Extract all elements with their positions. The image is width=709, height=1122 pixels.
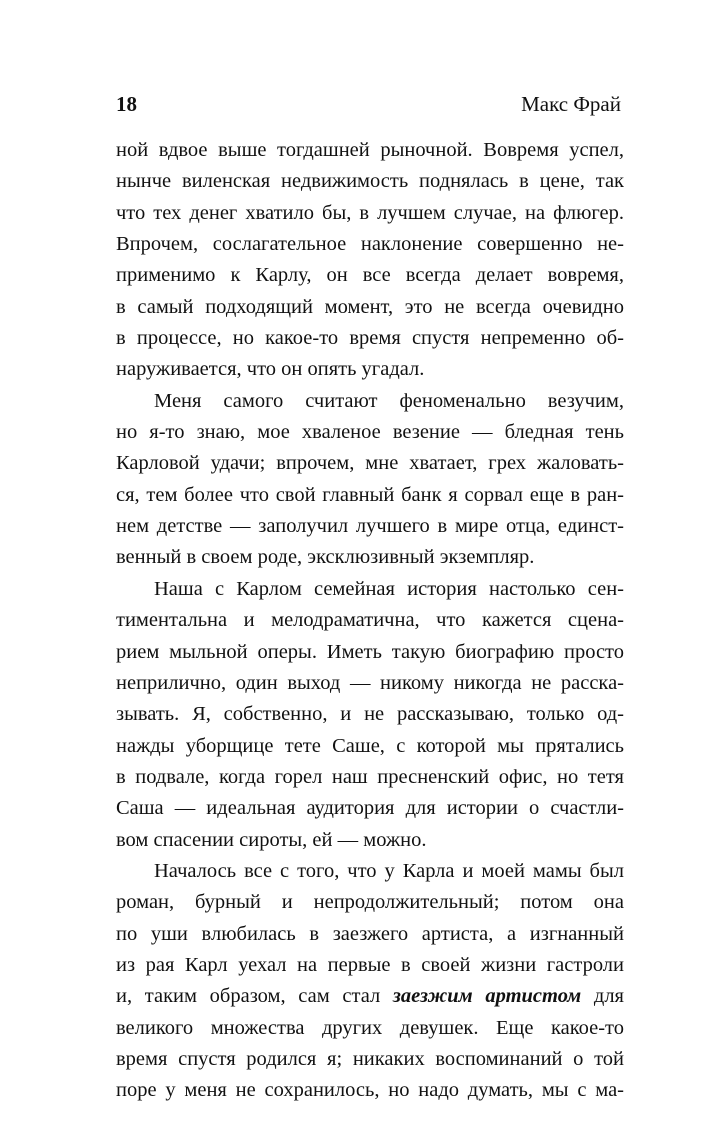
- text-line: Началось все с того, что у Карла и моей мамы был: [154, 859, 624, 882]
- text-line: нынче виленская недвижимость поднялась в цене, так: [116, 170, 624, 193]
- text-line: поре у меня не сохранилось, но надо думать, мы с ма-: [116, 1079, 624, 1102]
- text-line: что тех денег хватило бы, в лучшем случае, на флюгер.: [116, 201, 624, 224]
- text-line: применимо к Карлу, он все всегда делает вовремя,: [116, 264, 624, 287]
- text-line: тиментальна и мелодраматична, что кажется сцена-: [116, 609, 624, 632]
- paragraph: [116, 856, 624, 1107]
- text-line: наруживается, что он опять угадал.: [116, 358, 425, 381]
- text-line: время спустя родился я; никаких воспоминаний о той: [116, 1047, 624, 1070]
- text-line: ной вдвое выше тогдашней рыночной. Вовремя успел,: [116, 139, 624, 161]
- body-text: [116, 135, 624, 1107]
- paragraph: [116, 386, 624, 574]
- text-line: Впрочем, сослагательное наклонение совершенно не-: [116, 233, 624, 256]
- text-line: в самый подходящий момент, это не всегда очевидно: [116, 295, 624, 318]
- text-line: нажды уборщице тете Саше, с которой мы прятались: [116, 734, 624, 757]
- text-line: роман, бурный и непродолжительный; потом она: [116, 891, 624, 914]
- text-segment: и, таким образом, сам стал: [116, 985, 393, 1008]
- text-line: венный в своем роде, эксклюзивный экземпляр.: [116, 546, 535, 569]
- paragraph: [116, 135, 624, 386]
- page-number: 18: [116, 92, 137, 116]
- text-line: Меня самого считают феноменально везучим,: [154, 389, 624, 412]
- text-line: нем детстве — заполучил лучшего в мире отца, единст-: [116, 515, 624, 538]
- text-line: зывать. Я, собственно, и не рассказываю, только од-: [116, 703, 624, 726]
- text-line-with-emphasis: [116, 981, 624, 1012]
- text-line: в процессе, но какое-то время спустя непременно об-: [116, 327, 624, 350]
- text-line: по уши влюбилась в заезжего артиста, а изгнанный: [116, 922, 624, 945]
- text-line: Саша — идеальная аудитория для истории о счастли-: [116, 797, 624, 820]
- text-line: неприлично, один выход — никому никогда не расска-: [116, 671, 624, 694]
- text-line: Карловой удачи; впрочем, мне хватает, грех жаловать-: [116, 452, 624, 475]
- text-line: Наша с Карлом семейная история настолько сен-: [154, 577, 624, 600]
- text-line: великого множества других девушек. Еще какое-то: [116, 1016, 624, 1039]
- text-line: вом спасении сироты, ей — можно.: [116, 828, 427, 851]
- text-segment: для: [581, 985, 624, 1008]
- text-line: в подвале, когда горел наш пресненский офис, но тетя: [116, 765, 624, 788]
- text-line: но я-то знаю, мое хваленое везение — бледная тень: [116, 421, 624, 444]
- text-line: ся, тем более что свой главный банк я сорвал еще в ран-: [116, 483, 624, 506]
- paragraph: [116, 574, 624, 856]
- page-header: [116, 90, 621, 120]
- text-line: из рая Карл уехал на первые в своей жизни гастроли: [116, 953, 624, 976]
- emphasized-text: заезжим артистом: [392, 985, 582, 1008]
- text-line: рием мыльной оперы. Иметь такую биографию просто: [116, 640, 624, 663]
- running-head-author: Макс Фрай: [521, 92, 621, 116]
